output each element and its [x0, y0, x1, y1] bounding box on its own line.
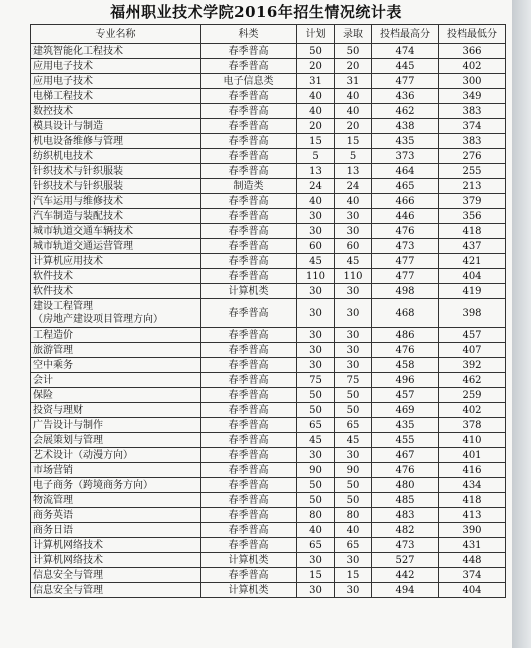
cell-plan: 13 — [297, 164, 335, 179]
cell-major: 广告设计与制作 — [31, 418, 201, 433]
cell-max-score: 446 — [372, 209, 439, 224]
table-row — [31, 89, 506, 104]
table-row — [31, 284, 506, 299]
cell-plan: 40 — [297, 89, 335, 104]
cell-major: 电梯工程技术 — [31, 89, 201, 104]
cell-major: 会展策划与管理 — [31, 433, 201, 448]
table-row — [31, 269, 506, 284]
cell-plan: 110 — [297, 269, 335, 284]
cell-category: 春季普高 — [201, 463, 297, 478]
cell-major: 空中乘务 — [31, 358, 201, 373]
cell-min-score: 434 — [439, 478, 506, 493]
cell-max-score: 474 — [372, 44, 439, 59]
cell-major: 汽车运用与维修技术 — [31, 194, 201, 209]
cell-plan: 30 — [297, 343, 335, 358]
cell-major: 商务英语 — [31, 508, 201, 523]
cell-admitted: 30 — [335, 209, 372, 224]
cell-plan: 65 — [297, 418, 335, 433]
cell-major: 数控技术 — [31, 104, 201, 119]
cell-major: 市场营销 — [31, 463, 201, 478]
header-plan: 计划 — [297, 25, 335, 44]
cell-max-score: 445 — [372, 59, 439, 74]
cell-max-score: 476 — [372, 224, 439, 239]
cell-category: 春季普高 — [201, 538, 297, 553]
cell-max-score: 477 — [372, 269, 439, 284]
cell-category: 春季普高 — [201, 373, 297, 388]
cell-major: 电子商务（跨境商务方向） — [31, 478, 201, 493]
cell-admitted: 60 — [335, 239, 372, 254]
cell-plan: 30 — [297, 224, 335, 239]
cell-admitted: 65 — [335, 418, 372, 433]
cell-min-score: 276 — [439, 149, 506, 164]
cell-plan: 20 — [297, 119, 335, 134]
cell-min-score: 383 — [439, 134, 506, 149]
table-row — [31, 209, 506, 224]
cell-admitted: 30 — [335, 224, 372, 239]
cell-plan: 40 — [297, 523, 335, 538]
cell-plan: 30 — [297, 284, 335, 299]
cell-min-score: 401 — [439, 448, 506, 463]
cell-min-score: 407 — [439, 343, 506, 358]
table-row — [31, 59, 506, 74]
cell-min-score: 390 — [439, 523, 506, 538]
cell-admitted: 30 — [335, 448, 372, 463]
cell-admitted: 50 — [335, 388, 372, 403]
cell-plan: 30 — [297, 583, 335, 598]
table-row — [31, 493, 506, 508]
cell-max-score: 494 — [372, 583, 439, 598]
table-row — [31, 403, 506, 418]
cell-max-score: 457 — [372, 388, 439, 403]
cell-category: 春季普高 — [201, 209, 297, 224]
cell-plan: 30 — [297, 358, 335, 373]
cell-plan: 50 — [297, 478, 335, 493]
cell-major: 机电设备维修与管理 — [31, 134, 201, 149]
cell-min-score: 366 — [439, 44, 506, 59]
cell-max-score: 458 — [372, 358, 439, 373]
cell-plan: 45 — [297, 254, 335, 269]
page-title: 福州职业技术学院2016年招生情况统计表 — [110, 3, 402, 21]
header-admitted: 录取 — [335, 25, 372, 44]
cell-admitted: 30 — [335, 358, 372, 373]
cell-major: 旅游管理 — [31, 343, 201, 358]
cell-plan: 45 — [297, 433, 335, 448]
cell-major: 计算机网络技术 — [31, 538, 201, 553]
table-row — [31, 44, 506, 59]
cell-major: 计算机网络技术 — [31, 553, 201, 568]
cell-min-score: 383 — [439, 104, 506, 119]
cell-plan: 50 — [297, 388, 335, 403]
table-row — [31, 463, 506, 478]
cell-min-score: 392 — [439, 358, 506, 373]
cell-plan: 65 — [297, 538, 335, 553]
cell-min-score: 462 — [439, 373, 506, 388]
cell-plan: 30 — [297, 299, 335, 328]
cell-major: 应用电子技术 — [31, 74, 201, 89]
cell-min-score: 410 — [439, 433, 506, 448]
cell-major: 汽车制造与装配技术 — [31, 209, 201, 224]
table-row — [31, 134, 506, 149]
cell-admitted: 30 — [335, 583, 372, 598]
table-row — [31, 508, 506, 523]
cell-max-score: 480 — [372, 478, 439, 493]
header-max-score: 投档最高分 — [372, 25, 439, 44]
cell-max-score: 462 — [372, 104, 439, 119]
cell-max-score: 483 — [372, 508, 439, 523]
cell-plan: 80 — [297, 508, 335, 523]
cell-admitted: 50 — [335, 493, 372, 508]
cell-major: 投资与理财 — [31, 403, 201, 418]
cell-max-score: 473 — [372, 239, 439, 254]
cell-min-score: 374 — [439, 568, 506, 583]
cell-admitted: 30 — [335, 343, 372, 358]
header-min-score: 投档最低分 — [439, 25, 506, 44]
cell-admitted: 40 — [335, 523, 372, 538]
cell-plan: 30 — [297, 209, 335, 224]
cell-min-score: 448 — [439, 553, 506, 568]
cell-min-score: 259 — [439, 388, 506, 403]
cell-category: 春季普高 — [201, 194, 297, 209]
cell-major: 工程造价 — [31, 328, 201, 343]
table-header-row — [31, 25, 506, 44]
cell-min-score: 402 — [439, 59, 506, 74]
cell-min-score: 213 — [439, 179, 506, 194]
cell-max-score: 485 — [372, 493, 439, 508]
cell-category: 制造类 — [201, 179, 297, 194]
cell-max-score: 498 — [372, 284, 439, 299]
cell-plan: 30 — [297, 553, 335, 568]
cell-min-score: 418 — [439, 224, 506, 239]
cell-plan: 90 — [297, 463, 335, 478]
cell-major: 信息安全与管理 — [31, 583, 201, 598]
cell-category: 春季普高 — [201, 254, 297, 269]
cell-max-score: 476 — [372, 463, 439, 478]
cell-admitted: 5 — [335, 149, 372, 164]
cell-category: 春季普高 — [201, 358, 297, 373]
cell-max-score: 469 — [372, 403, 439, 418]
cell-admitted: 30 — [335, 299, 372, 328]
cell-category: 春季普高 — [201, 478, 297, 493]
cell-category: 春季普高 — [201, 343, 297, 358]
table-row — [31, 538, 506, 553]
cell-max-score: 486 — [372, 328, 439, 343]
table-row — [31, 568, 506, 583]
cell-admitted: 45 — [335, 254, 372, 269]
table-row — [31, 254, 506, 269]
cell-category: 春季普高 — [201, 104, 297, 119]
cell-major: 城市轨道交通运营管理 — [31, 239, 201, 254]
cell-major: 计算机应用技术 — [31, 254, 201, 269]
cell-major: 会计 — [31, 373, 201, 388]
cell-plan: 24 — [297, 179, 335, 194]
cell-category: 春季普高 — [201, 59, 297, 74]
cell-max-score: 468 — [372, 299, 439, 328]
cell-max-score: 477 — [372, 254, 439, 269]
table-row — [31, 553, 506, 568]
cell-admitted: 20 — [335, 59, 372, 74]
cell-admitted: 80 — [335, 508, 372, 523]
table-row — [31, 179, 506, 194]
cell-admitted: 90 — [335, 463, 372, 478]
cell-min-score: 416 — [439, 463, 506, 478]
cell-min-score: 356 — [439, 209, 506, 224]
cell-min-score: 419 — [439, 284, 506, 299]
cell-max-score: 527 — [372, 553, 439, 568]
table-row — [31, 224, 506, 239]
cell-admitted: 24 — [335, 179, 372, 194]
cell-major: 艺术设计（动漫方向） — [31, 448, 201, 463]
cell-plan: 50 — [297, 403, 335, 418]
table-row — [31, 239, 506, 254]
cell-major: 保险 — [31, 388, 201, 403]
cell-category: 春季普高 — [201, 239, 297, 254]
cell-min-score: 374 — [439, 119, 506, 134]
cell-min-score: 457 — [439, 328, 506, 343]
cell-max-score: 442 — [372, 568, 439, 583]
cell-plan: 50 — [297, 493, 335, 508]
cell-plan: 20 — [297, 59, 335, 74]
cell-category: 春季普高 — [201, 44, 297, 59]
cell-major: 纺织机电技术 — [31, 149, 201, 164]
cell-major: 商务日语 — [31, 523, 201, 538]
cell-category: 春季普高 — [201, 134, 297, 149]
cell-max-score: 435 — [372, 134, 439, 149]
cell-min-score: 378 — [439, 418, 506, 433]
cell-major: 建设工程管理 （房地产建设项目管理方向） — [31, 299, 201, 328]
cell-admitted: 40 — [335, 89, 372, 104]
cell-category: 春季普高 — [201, 433, 297, 448]
cell-major: 城市轨道交通车辆技术 — [31, 224, 201, 239]
cell-category: 春季普高 — [201, 149, 297, 164]
cell-category: 春季普高 — [201, 299, 297, 328]
cell-min-score: 379 — [439, 194, 506, 209]
table-row — [31, 104, 506, 119]
table-row — [31, 194, 506, 209]
table-row — [31, 373, 506, 388]
cell-max-score: 473 — [372, 538, 439, 553]
cell-min-score: 418 — [439, 493, 506, 508]
cell-admitted: 20 — [335, 119, 372, 134]
cell-category: 春季普高 — [201, 448, 297, 463]
cell-category: 计算机类 — [201, 284, 297, 299]
table-row — [31, 583, 506, 598]
cell-min-score: 349 — [439, 89, 506, 104]
cell-major: 针织技术与针织服装 — [31, 164, 201, 179]
table-row — [31, 478, 506, 493]
cell-max-score: 466 — [372, 194, 439, 209]
header-category: 科类 — [201, 25, 297, 44]
cell-admitted: 50 — [335, 403, 372, 418]
cell-admitted: 40 — [335, 194, 372, 209]
cell-max-score: 496 — [372, 373, 439, 388]
cell-major: 软件技术 — [31, 269, 201, 284]
cell-category: 春季普高 — [201, 418, 297, 433]
cell-max-score: 438 — [372, 119, 439, 134]
cell-plan: 31 — [297, 74, 335, 89]
cell-min-score: 421 — [439, 254, 506, 269]
cell-admitted: 40 — [335, 104, 372, 119]
cell-plan: 15 — [297, 134, 335, 149]
cell-min-score: 431 — [439, 538, 506, 553]
cell-major: 针织技术与针织服装 — [31, 179, 201, 194]
table-row — [31, 343, 506, 358]
cell-max-score: 455 — [372, 433, 439, 448]
cell-max-score: 464 — [372, 164, 439, 179]
header-major: 专业名称 — [31, 25, 201, 44]
table-row — [31, 328, 506, 343]
cell-min-score: 404 — [439, 269, 506, 284]
cell-min-score: 413 — [439, 508, 506, 523]
cell-category: 计算机类 — [201, 553, 297, 568]
cell-admitted: 75 — [335, 373, 372, 388]
cell-min-score: 402 — [439, 403, 506, 418]
page-edge-shadow — [512, 0, 531, 648]
cell-category: 计算机类 — [201, 583, 297, 598]
table-row — [31, 448, 506, 463]
cell-category: 春季普高 — [201, 119, 297, 134]
cell-admitted: 15 — [335, 134, 372, 149]
cell-admitted: 31 — [335, 74, 372, 89]
cell-plan: 50 — [297, 44, 335, 59]
cell-major: 建筑智能化工程技术 — [31, 44, 201, 59]
cell-admitted: 45 — [335, 433, 372, 448]
cell-min-score: 255 — [439, 164, 506, 179]
table-row — [31, 418, 506, 433]
cell-max-score: 435 — [372, 418, 439, 433]
cell-max-score: 467 — [372, 448, 439, 463]
cell-major: 软件技术 — [31, 284, 201, 299]
cell-major: 应用电子技术 — [31, 59, 201, 74]
enrollment-table — [30, 24, 506, 598]
cell-plan: 5 — [297, 149, 335, 164]
cell-admitted: 30 — [335, 553, 372, 568]
cell-admitted: 30 — [335, 284, 372, 299]
cell-category: 春季普高 — [201, 508, 297, 523]
cell-max-score: 373 — [372, 149, 439, 164]
cell-category: 春季普高 — [201, 224, 297, 239]
table-row — [31, 164, 506, 179]
cell-plan: 75 — [297, 373, 335, 388]
cell-category: 春季普高 — [201, 403, 297, 418]
cell-plan: 60 — [297, 239, 335, 254]
cell-major: 模具设计与制造 — [31, 119, 201, 134]
cell-category: 电子信息类 — [201, 74, 297, 89]
cell-admitted: 13 — [335, 164, 372, 179]
table-row — [31, 523, 506, 538]
cell-max-score: 476 — [372, 343, 439, 358]
cell-category: 春季普高 — [201, 493, 297, 508]
cell-category: 春季普高 — [201, 568, 297, 583]
cell-category: 春季普高 — [201, 89, 297, 104]
cell-major: 信息安全与管理 — [31, 568, 201, 583]
table-row — [31, 388, 506, 403]
cell-min-score: 398 — [439, 299, 506, 328]
cell-category: 春季普高 — [201, 164, 297, 179]
cell-max-score: 477 — [372, 74, 439, 89]
cell-plan: 40 — [297, 194, 335, 209]
table-row — [31, 119, 506, 134]
cell-category: 春季普高 — [201, 523, 297, 538]
cell-category: 春季普高 — [201, 388, 297, 403]
cell-min-score: 437 — [439, 239, 506, 254]
table-row — [31, 358, 506, 373]
table-row — [31, 74, 506, 89]
cell-min-score: 300 — [439, 74, 506, 89]
table-row — [31, 149, 506, 164]
cell-admitted: 50 — [335, 478, 372, 493]
cell-plan: 30 — [297, 328, 335, 343]
table-row — [31, 299, 506, 328]
cell-admitted: 50 — [335, 44, 372, 59]
cell-plan: 15 — [297, 568, 335, 583]
cell-max-score: 465 — [372, 179, 439, 194]
cell-plan: 30 — [297, 448, 335, 463]
cell-admitted: 110 — [335, 269, 372, 284]
cell-admitted: 65 — [335, 538, 372, 553]
cell-max-score: 436 — [372, 89, 439, 104]
cell-max-score: 482 — [372, 523, 439, 538]
cell-admitted: 15 — [335, 568, 372, 583]
cell-plan: 40 — [297, 104, 335, 119]
cell-min-score: 404 — [439, 583, 506, 598]
cell-category: 春季普高 — [201, 269, 297, 284]
cell-admitted: 30 — [335, 328, 372, 343]
cell-major: 物流管理 — [31, 493, 201, 508]
cell-category: 春季普高 — [201, 328, 297, 343]
table-row — [31, 433, 506, 448]
